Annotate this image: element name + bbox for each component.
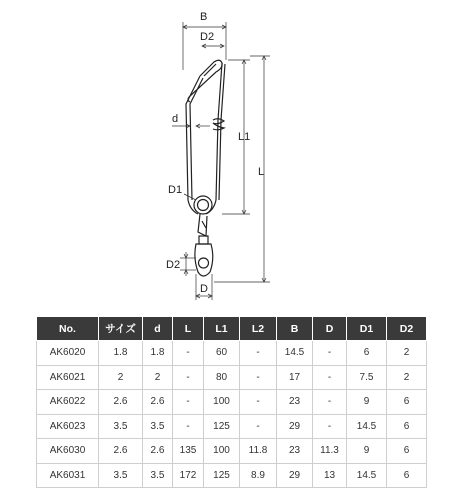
table-row (37, 341, 427, 366)
table-cell: 60 (204, 341, 240, 366)
table-cell: 6 (347, 341, 387, 366)
table-cell: 6 (387, 439, 427, 464)
label-d2-top: D2 (200, 31, 215, 43)
table-cell: 23 (277, 439, 313, 464)
table-cell: 14.5 (347, 463, 387, 488)
table-cell: 2 (387, 341, 427, 366)
header-cell: サイズ (99, 317, 143, 341)
table-row (37, 463, 427, 488)
spec-table (36, 316, 427, 488)
table-cell: AK6031 (37, 463, 99, 488)
table-cell: 11.8 (240, 439, 277, 464)
table-cell: 9 (347, 390, 387, 415)
table-cell: 2.6 (99, 390, 143, 415)
table-cell: 2 (387, 365, 427, 390)
table-cell: 14.5 (347, 414, 387, 439)
table-cell: 100 (204, 390, 240, 415)
table-cell: AK6030 (37, 439, 99, 464)
header-cell: D (313, 317, 347, 341)
d2-bottom-dimension (180, 252, 196, 276)
table-cell: 2.6 (143, 439, 173, 464)
header-cell: L (173, 317, 204, 341)
table-cell: 6 (387, 414, 427, 439)
table-cell: 2.6 (99, 439, 143, 464)
table-cell: 6 (387, 390, 427, 415)
table-cell: 3.5 (143, 463, 173, 488)
table-cell: 17 (277, 365, 313, 390)
table-cell: AK6023 (37, 414, 99, 439)
table-cell: AK6022 (37, 390, 99, 415)
table-cell: 11.3 (313, 439, 347, 464)
table-cell: - (240, 365, 277, 390)
d2-top-dimension (202, 44, 224, 48)
table-cell: 29 (277, 414, 313, 439)
table-cell: - (313, 414, 347, 439)
table-cell: - (173, 365, 204, 390)
snap-body (186, 60, 225, 276)
table-cell: 80 (204, 365, 240, 390)
table-cell: 3.5 (99, 463, 143, 488)
header-cell: No. (37, 317, 99, 341)
table-cell: 6 (387, 463, 427, 488)
label-b: B (200, 11, 208, 23)
table-cell: 29 (277, 463, 313, 488)
table-header-row (37, 317, 427, 341)
table-row (37, 439, 427, 464)
table-cell: - (313, 341, 347, 366)
table-cell: AK6021 (37, 365, 99, 390)
table-cell: - (173, 390, 204, 415)
table-cell: 3.5 (143, 414, 173, 439)
table-cell: 125 (204, 463, 240, 488)
table-cell: 14.5 (277, 341, 313, 366)
table-cell: 2 (143, 365, 173, 390)
label-l: L (258, 166, 265, 178)
table-cell: 1.8 (143, 341, 173, 366)
table-cell: 13 (313, 463, 347, 488)
table-cell: 9 (347, 439, 387, 464)
table-cell: 8.9 (240, 463, 277, 488)
table-cell: AK6020 (37, 341, 99, 366)
table-row (37, 414, 427, 439)
table-cell: 1.8 (99, 341, 143, 366)
header-cell: L1 (204, 317, 240, 341)
table-cell: 23 (277, 390, 313, 415)
table-cell: - (313, 365, 347, 390)
label-l1: L1 (238, 131, 251, 143)
d1-leader (184, 194, 196, 200)
table-cell: 172 (173, 463, 204, 488)
header-cell: D2 (387, 317, 427, 341)
table-cell: 2.6 (143, 390, 173, 415)
table-cell: 135 (173, 439, 204, 464)
label-d-bottom: D (200, 283, 208, 295)
table-cell: - (313, 390, 347, 415)
table-cell: 100 (204, 439, 240, 464)
table-cell: - (240, 390, 277, 415)
label-d1: D1 (168, 184, 183, 196)
header-cell: L2 (240, 317, 277, 341)
table-row (37, 390, 427, 415)
table-cell: 3.5 (99, 414, 143, 439)
table-cell: 125 (204, 414, 240, 439)
label-d: d (172, 113, 179, 125)
table-cell: 7.5 (347, 365, 387, 390)
table-cell: - (240, 414, 277, 439)
table-cell: - (240, 341, 277, 366)
table-row (37, 365, 427, 390)
table-cell: 2 (99, 365, 143, 390)
label-d2-bottom: D2 (166, 259, 181, 271)
table-cell: - (173, 341, 204, 366)
header-cell: D1 (347, 317, 387, 341)
header-cell: B (277, 317, 313, 341)
header-cell: d (143, 317, 173, 341)
table-cell: - (173, 414, 204, 439)
